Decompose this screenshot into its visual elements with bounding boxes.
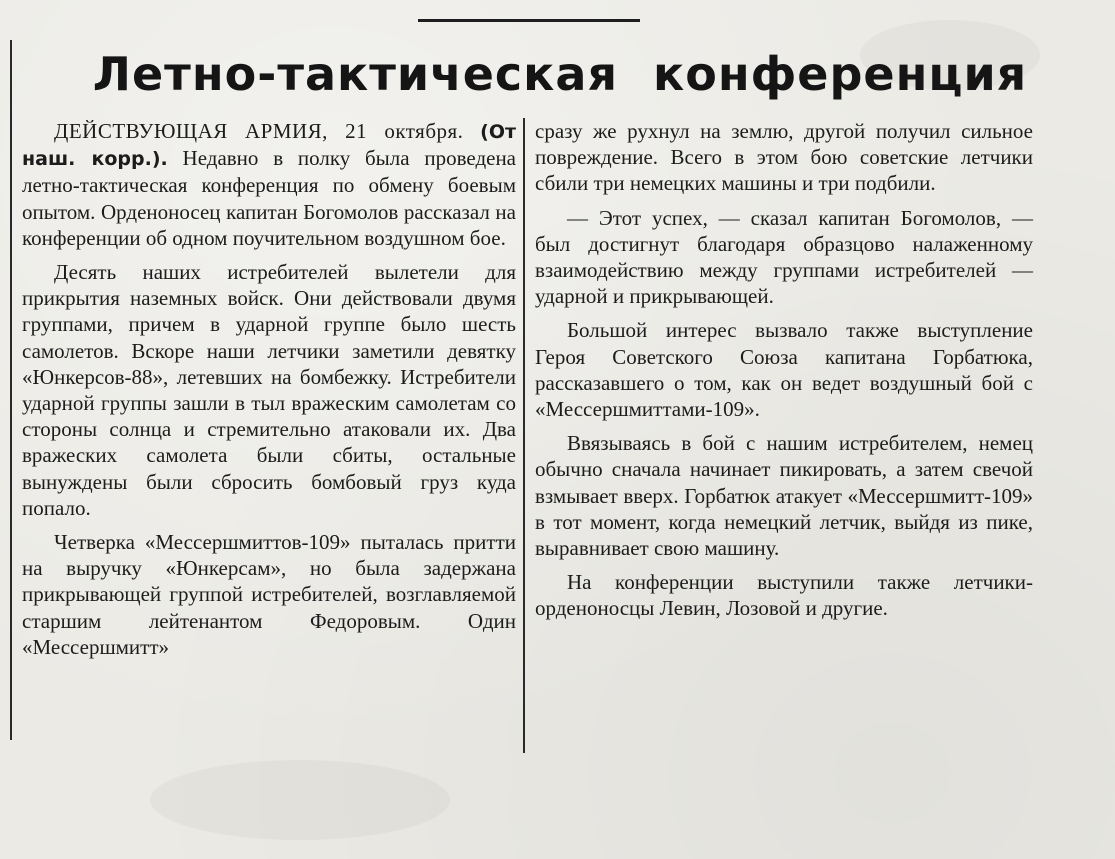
article-paragraph: На конференции выступили также летчики-орденоносцы Левин, Лозовой и другие. xyxy=(535,570,1033,621)
article-column-right xyxy=(535,118,1033,630)
article-paragraph: — Этот успех, — сказал капитан Богомолов, — был достигнут благодаря образцово налаженному взаимодействию между группами истребителей — ударной и прикрывающей. xyxy=(535,205,1033,309)
article-paragraph: Большой интерес вызвало также выступление Героя Советского Союза капитана Горбатюка, рассказавшего о том, как он ведет воздушный бой с «Мессершмиттами-109». xyxy=(535,318,1033,422)
dateline: ДЕЙСТВУЮЩАЯ АРМИЯ, 21 октября. xyxy=(54,119,464,143)
paragraph-text: Недавно в полку была проведена летно-тактическая конференция по обмену боевым опытом. Орденоносец капитан Богомолов рассказал на конференции об одном поучительном воздушном бое. xyxy=(22,146,517,250)
article-paragraph: Четверка «Мессершмиттов-109» пыталась притти на выручку «Юнкерсам», но была задержана прикрывающей группой истребителей, возглавляемой старшим лейтенантом Федоровым. Один «Мессершмитт» xyxy=(22,530,516,659)
article-paragraph xyxy=(22,118,516,251)
left-column-rule xyxy=(10,40,12,740)
headline-top-rule xyxy=(418,19,640,22)
column-divider xyxy=(523,118,525,753)
article-column-left xyxy=(22,118,516,668)
article-paragraph: Десять наших истребителей вылетели для прикрытия наземных войск. Они действовали двумя группами, причем в ударной группе было шесть самолетов. Вскоре наши летчики заметили девятку «Юнкерсов-88», летевших на бомбежку. Истребители ударной группы зашли в тыл вражеским самолетам со стороны солнца и стремительно атаковали их. Два вражеских самолета были сбиты, остальные вынуждены были сбросить бомбовый груз куда попало. xyxy=(22,260,516,520)
byline: (От наш. корр.). xyxy=(22,121,516,171)
paper-stain xyxy=(150,760,450,840)
article-title: Летно-тактическая конференция xyxy=(92,47,1028,101)
article-paragraph: Ввязываясь в бой с нашим истребителем, немец обычно сначала начинает пикировать, а затем свечой взмывает вверх. Горбатюк атакует «Мессершмитт-109» в тот момент, когда немецкий летчик, выйдя из пике, выравнивает свою машину. xyxy=(535,431,1033,561)
article-paragraph: сразу же рухнул на землю, другой получил сильное повреждение. Всего в этом бою советские летчики сбили три немецких машины и три подбили. xyxy=(535,119,1033,196)
